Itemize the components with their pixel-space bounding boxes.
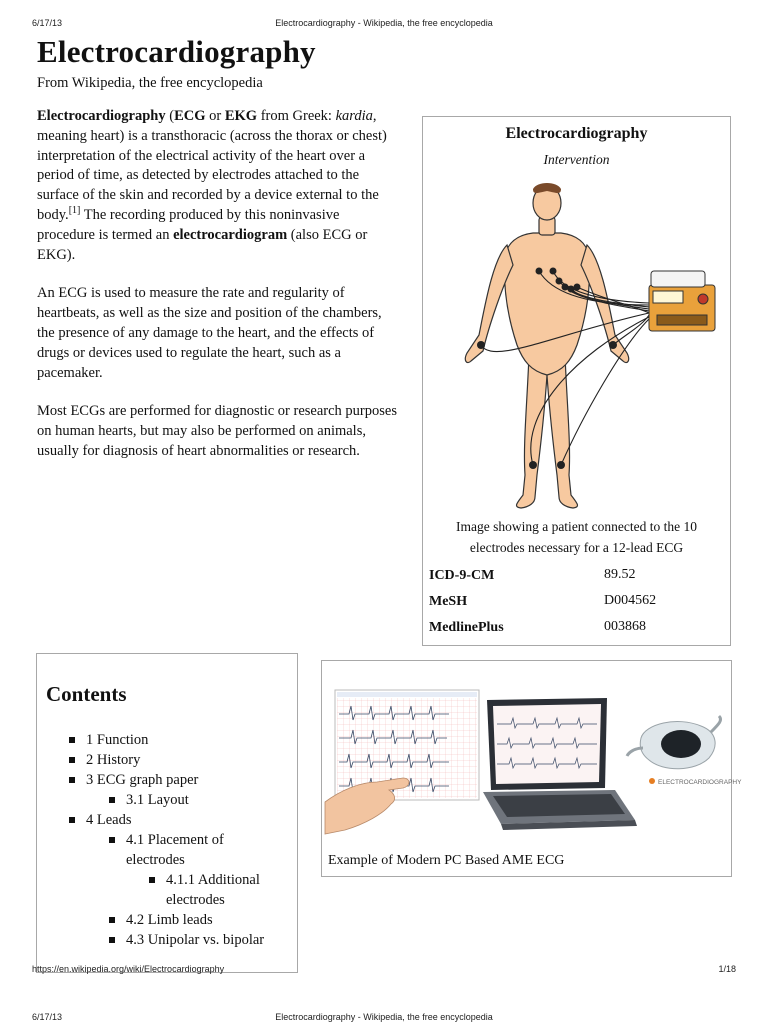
pc-ecg-photo[interactable]	[325, 664, 742, 846]
print-date-next: 6/17/13	[32, 1012, 63, 1022]
reference-link[interactable]: [1]	[68, 205, 81, 217]
print-date: 6/17/13	[32, 18, 63, 28]
infobox-caption: Image showing a patient connected to the 10 electrodes necessary for a 12-lead ECG	[455, 519, 698, 555]
paragraph-research: Most ECGs are performed for diagnostic or research purposes on human hearts, but may also be performed on animals, usually for diagnosis of heart abnormalities or research.	[37, 403, 397, 459]
toc-item-limb-leads[interactable]: 4.2 Limb leads	[109, 910, 279, 930]
ecg-figure-caption: Example of Modern PC Based AME ECG	[328, 853, 565, 868]
patient-electrodes-illustration[interactable]	[453, 175, 723, 515]
electrocardiography-logo: ELECTROCARDIOGRAPHY	[658, 779, 742, 786]
table-of-contents	[36, 653, 298, 973]
print-page-number: 1/18	[718, 964, 736, 974]
greek-word: kardia	[335, 108, 373, 124]
toc-item-placement-of-electrodes[interactable]: 4.1 Placement of electrodes	[109, 830, 239, 870]
term-electrocardiogram: electrocardiogram	[173, 226, 288, 243]
page-title: Electrocardiography	[37, 34, 316, 69]
infobox-title: Electrocardiography	[505, 125, 648, 142]
print-header	[0, 14, 768, 34]
toc-item-unipolar-vs-bipolar[interactable]: 4.3 Unipolar vs. bipolar	[109, 930, 289, 950]
toc-item-additional-electrodes[interactable]: 4.1.1 Additional electrodes	[149, 870, 279, 910]
toc-item-layout[interactable]: 3.1 Layout	[109, 790, 279, 810]
toc-item-history[interactable]: 2 History	[69, 750, 269, 770]
page-subtitle: From Wikipedia, the free encyclopedia	[37, 75, 263, 91]
term-ecg: ECG	[174, 108, 206, 124]
toc-item-function[interactable]: 1 Function	[69, 730, 269, 750]
article-body	[37, 107, 397, 481]
toc-item-ecg-graph-paper[interactable]: 3 ECG graph paper	[69, 770, 269, 790]
infobox-row-medlineplus: MedlinePlus 003868	[429, 619, 646, 635]
term-ekg: EKG	[224, 108, 258, 124]
print-page-title-next: Electrocardiography - Wikipedia, the free encyclopedia	[275, 1012, 493, 1022]
intro-paragraph: Electrocardiography (ECG or EKG from Greek: kardia, meaning heart) is a transthoracic (across the thorax or chest) interpretation of the electrical activity of the heart over a period of time, as detected by electrodes attached to the surface of the skin and recorded by a device external to the body.[1] The recording produced by this noninvasive procedure is termed an electrocardiogram (also ECG or EKG).	[37, 108, 387, 263]
paragraph-usage: An ECG is used to measure the rate and regularity of heartbeats, as well as the size and position of the chambers, the presence of any damage to the heart, and the effects of drugs or devices used to regulate the heart, such as a pacemaker.	[37, 285, 382, 381]
print-url[interactable]: https://en.wikipedia.org/wiki/Electrocardiography	[32, 964, 225, 974]
infobox-row-icd9: ICD-9-CM 89.52	[429, 567, 636, 583]
print-footer	[0, 960, 768, 980]
print-header-next-page	[0, 1008, 768, 1028]
contents-title: Contents	[46, 682, 127, 706]
print-page-title: Electrocardiography - Wikipedia, the free encyclopedia	[275, 18, 493, 28]
infobox-subtitle: Intervention	[543, 152, 610, 167]
infobox-row-mesh: MeSH D004562	[429, 593, 657, 609]
infobox	[422, 116, 731, 646]
term-electrocardiography: Electrocardiography	[37, 108, 166, 124]
toc-item-leads[interactable]: 4 Leads	[69, 810, 269, 830]
modern-ecg-figure	[321, 660, 742, 877]
